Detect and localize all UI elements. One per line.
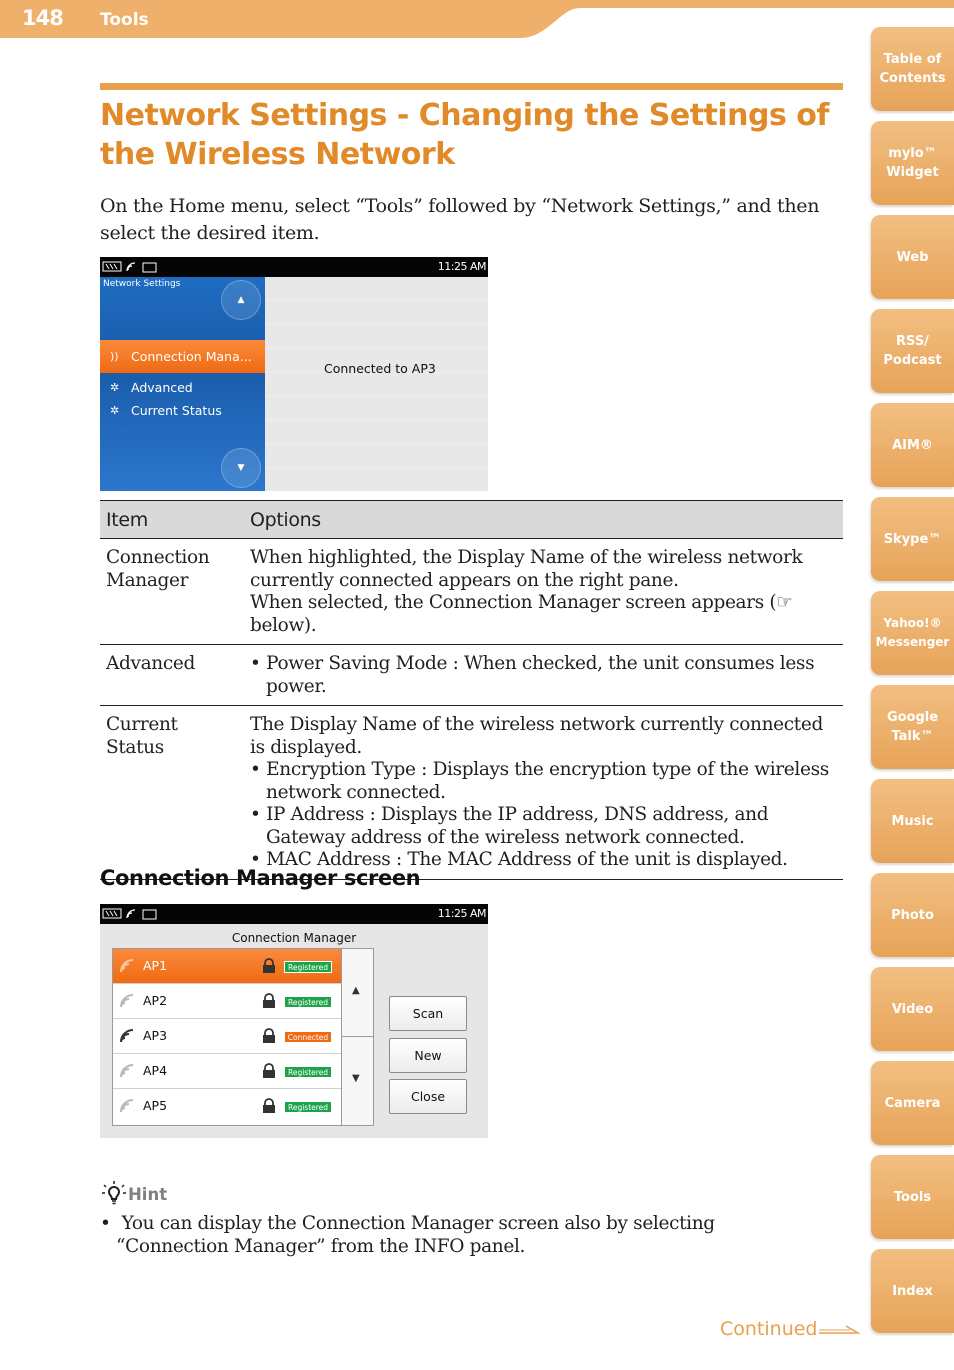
status-bar xyxy=(100,904,488,924)
wifi-signal-icon xyxy=(119,1063,137,1079)
access-point-row[interactable] xyxy=(113,1019,341,1054)
scroll-up-arrow-icon[interactable]: ▲ xyxy=(352,985,360,996)
intro-paragraph: On the Home menu, select “Tools” followed by “Network Settings,” and then select the desired item. xyxy=(100,195,820,244)
tab-label: Web xyxy=(896,249,929,265)
bullet-text: IP Address : Displays the IP address, DNS address, and Gateway address of the wireless network connected. xyxy=(266,804,769,848)
continued-arrow-icon xyxy=(818,1324,860,1336)
wifi-icon: )) xyxy=(110,350,119,363)
status-bar xyxy=(100,257,488,277)
network-settings-pane xyxy=(100,277,265,491)
tab-table-of-contents[interactable] xyxy=(871,27,954,111)
tab-label: Video xyxy=(891,1001,934,1017)
detail-pane xyxy=(265,277,488,491)
bullet-text: Encryption Type : Displays the encryption type of the wireless network connected. xyxy=(266,759,829,803)
close-button[interactable]: Close xyxy=(389,1079,467,1114)
lightbulb-icon xyxy=(101,1180,127,1206)
options-cell xyxy=(244,645,843,706)
title-rule xyxy=(100,83,843,90)
subheading: Connection Manager screen xyxy=(100,866,421,890)
list-scrollbar[interactable] xyxy=(341,949,373,1125)
scroll-up-button[interactable]: ▲ xyxy=(221,280,261,320)
table-row xyxy=(100,706,843,880)
tab-label: Index xyxy=(892,1283,933,1299)
access-point-row[interactable] xyxy=(113,949,341,984)
menu-item-label: Current Status xyxy=(131,403,222,418)
side-tab-nav xyxy=(871,0,954,1370)
scroll-down-arrow-icon[interactable]: ▼ xyxy=(352,1073,360,1084)
access-point-name: AP3 xyxy=(143,1028,168,1043)
item-cell: Current Status xyxy=(100,706,244,880)
access-point-row[interactable] xyxy=(113,984,341,1019)
tab-label: mylo™ Widget xyxy=(886,146,939,180)
continued-label: Continued xyxy=(720,1318,818,1340)
options-table xyxy=(100,500,843,880)
menu-item-connection-manager[interactable] xyxy=(100,340,265,373)
status-badge: Registered xyxy=(284,996,332,1008)
connection-manager-screenshot xyxy=(100,904,488,1138)
menu-item-advanced[interactable] xyxy=(100,376,265,399)
status-icons xyxy=(102,907,162,921)
access-point-row[interactable] xyxy=(113,1054,341,1089)
page-number: 148 xyxy=(22,6,63,30)
status-badge: Registered xyxy=(284,1101,332,1113)
options-cell xyxy=(244,706,843,880)
access-point-name: AP5 xyxy=(143,1098,168,1113)
status-icons xyxy=(102,260,162,274)
section-name: Tools xyxy=(100,10,149,30)
tab-label: Skype™ xyxy=(883,531,942,547)
tab-video[interactable] xyxy=(871,967,954,1051)
tab-yahoo-messenger[interactable] xyxy=(871,591,954,675)
option-bullet: • IP Address : Displays the IP address, DNS address, and Gateway address of the wireless network connected. xyxy=(250,804,769,848)
table-row xyxy=(100,645,843,706)
scan-button[interactable]: Scan xyxy=(389,996,467,1031)
access-point-row[interactable] xyxy=(113,1089,341,1124)
column-header-options: Options xyxy=(244,501,843,539)
table-header-row xyxy=(100,501,843,539)
options-cell xyxy=(244,539,843,645)
option-line: When highlighted, the Display Name of the wireless network currently connected appears on the right pane. xyxy=(250,547,803,591)
tab-label: Photo xyxy=(891,907,934,923)
scroll-down-button[interactable]: ▼ xyxy=(221,448,261,488)
status-badge: Connected xyxy=(284,1031,332,1043)
tab-label: Yahoo!® Messenger xyxy=(875,616,950,649)
access-point-name: AP1 xyxy=(143,958,168,973)
tab-mylo-widget[interactable] xyxy=(871,121,954,205)
hint-body: You can display the Connection Manager screen also by selecting “Connection Manager” from the INFO panel. xyxy=(116,1213,715,1257)
lock-icon xyxy=(262,1028,276,1044)
option-line: The Display Name of the wireless network currently connected is displayed. xyxy=(250,714,823,758)
menu-item-label: Connection Mana... xyxy=(131,349,252,364)
access-point-list xyxy=(112,948,374,1126)
status-time: 11:25 AM xyxy=(437,260,486,273)
wifi-signal-icon xyxy=(119,1098,137,1114)
tab-skype[interactable] xyxy=(871,497,954,581)
tab-label: Google Talk™ xyxy=(886,710,939,744)
hint-label: Hint xyxy=(128,1185,168,1204)
option-bullet: • MAC Address : The MAC Address of the unit is displayed. xyxy=(250,849,788,870)
bullet-text: Power Saving Mode : When checked, the unit consumes less power. xyxy=(266,653,815,697)
tab-rss-podcast[interactable] xyxy=(871,309,954,393)
lock-icon xyxy=(262,1063,276,1079)
tab-label: Table of Contents xyxy=(879,52,946,86)
wifi-signal-icon xyxy=(119,993,137,1009)
option-bullet: • Power Saving Mode : When checked, the unit consumes less power. xyxy=(250,653,815,697)
gear-icon: ✲ xyxy=(110,381,120,394)
option-line: When selected, the Connection Manager screen appears (☞ below). xyxy=(250,592,793,636)
menu-item-label: Advanced xyxy=(131,380,193,395)
item-cell: Connection Manager xyxy=(100,539,244,645)
connection-manager-title: Connection Manager xyxy=(231,931,357,945)
tab-label: RSS/ Podcast xyxy=(883,334,942,368)
lock-icon xyxy=(262,993,276,1009)
wifi-signal-icon xyxy=(119,958,137,974)
tab-label: Camera xyxy=(884,1095,941,1111)
connected-status-text: Connected to AP3 xyxy=(324,361,436,376)
tab-camera[interactable] xyxy=(871,1061,954,1145)
tab-label: AIM® xyxy=(892,437,933,453)
menu-item-current-status[interactable] xyxy=(100,399,265,422)
status-badge: Registered xyxy=(284,1066,332,1078)
page-title: Network Settings - Changing the Settings of the Wireless Network xyxy=(100,98,829,172)
network-settings-screenshot xyxy=(100,257,488,491)
wifi-signal-icon xyxy=(119,1028,137,1044)
scrollbar-divider xyxy=(342,1036,374,1037)
access-point-name: AP2 xyxy=(143,993,168,1008)
option-bullet: • Encryption Type : Displays the encryption type of the wireless network connected. xyxy=(250,759,829,803)
tab-tools[interactable] xyxy=(871,1155,954,1239)
table-row xyxy=(100,539,843,645)
tab-index[interactable] xyxy=(871,1249,954,1333)
tab-aim[interactable] xyxy=(871,403,954,487)
lock-icon xyxy=(262,958,276,974)
detail-pane-background xyxy=(265,277,488,491)
tab-web[interactable] xyxy=(871,215,954,299)
tab-photo[interactable] xyxy=(871,873,954,957)
page-header xyxy=(0,0,954,40)
tab-label: Tools xyxy=(893,1189,932,1205)
access-point-name: AP4 xyxy=(143,1063,168,1078)
pane-title: Network Settings xyxy=(103,279,181,289)
bullet-text: MAC Address : The MAC Address of the unit is displayed. xyxy=(266,849,788,870)
hint-text: • You can display the Connection Manager screen also by selecting “Connection Manager” from the INFO panel. xyxy=(100,1213,715,1257)
gear-icon: ✲ xyxy=(110,404,120,417)
new-button[interactable]: New xyxy=(389,1038,467,1073)
status-time: 11:25 AM xyxy=(437,907,486,920)
tab-music[interactable] xyxy=(871,779,954,863)
status-badge: Registered xyxy=(284,961,332,973)
column-header-item: Item xyxy=(100,501,244,539)
lock-icon xyxy=(262,1098,276,1114)
tab-label: Music xyxy=(891,813,934,829)
tab-google-talk[interactable] xyxy=(871,685,954,769)
item-cell: Advanced xyxy=(100,645,244,706)
